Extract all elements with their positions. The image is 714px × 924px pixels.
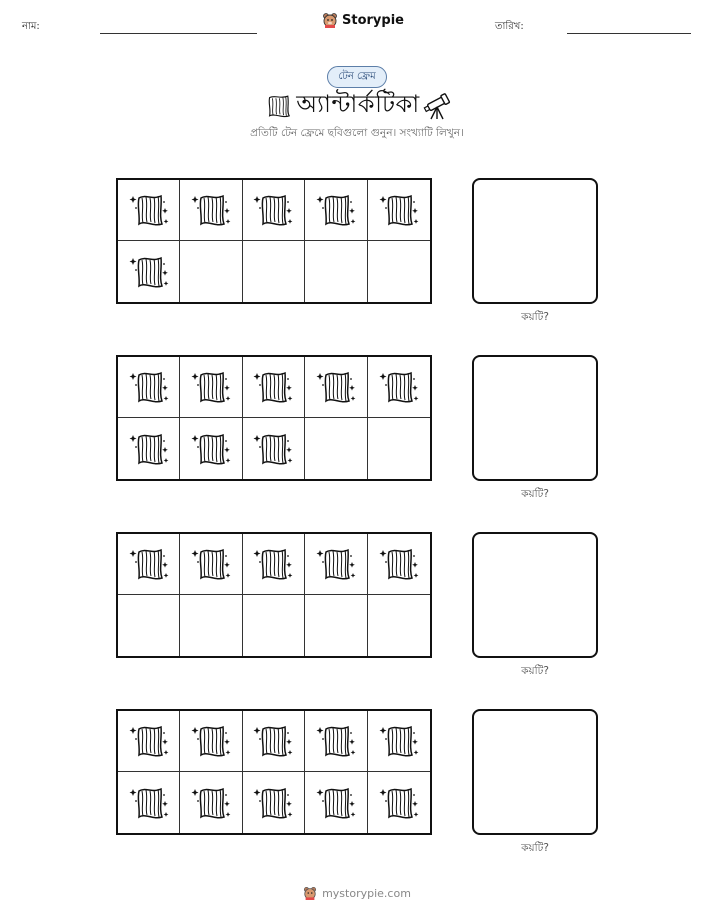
frame-cell	[180, 357, 242, 418]
count-prompt-2: কয়টি?	[521, 488, 549, 500]
aurora-icon	[189, 542, 233, 586]
aurora-icon	[314, 188, 358, 232]
frame-cell	[243, 534, 305, 595]
aurora-icon	[127, 542, 171, 586]
answer-box-3[interactable]	[472, 532, 598, 658]
frame-cell	[118, 772, 180, 833]
date-line[interactable]	[567, 33, 691, 34]
frame-cell	[368, 595, 430, 656]
title-row	[0, 86, 714, 126]
frame-cell	[180, 772, 242, 833]
frame-cell	[118, 180, 180, 241]
aurora-icon	[251, 427, 295, 471]
telescope-icon	[422, 92, 452, 120]
ten-frame-3	[116, 532, 432, 658]
aurora-icon	[251, 781, 295, 825]
frame-cell	[180, 595, 242, 656]
aurora-icon	[189, 188, 233, 232]
brand-name: Storypie	[342, 12, 404, 28]
ten-frame-1	[116, 178, 432, 304]
frame-cell	[305, 357, 367, 418]
count-prompt-1: কয়টি?	[521, 311, 549, 323]
count-prompt-3: কয়টি?	[521, 665, 549, 677]
frame-cell	[305, 180, 367, 241]
aurora-icon	[377, 542, 421, 586]
frame-cell	[180, 418, 242, 479]
frame-cell	[305, 711, 367, 772]
frame-cell	[118, 418, 180, 479]
aurora-icon	[314, 542, 358, 586]
footer-url: mystorypie.com	[322, 886, 411, 900]
aurora-icon	[189, 719, 233, 763]
aurora-icon	[251, 365, 295, 409]
aurora-icon	[377, 781, 421, 825]
page-title: অ্যান্টার্কটিকা	[296, 90, 420, 118]
aurora-icon	[314, 719, 358, 763]
footer	[0, 886, 714, 900]
frame-cell	[305, 241, 367, 302]
aurora-icon	[127, 250, 171, 294]
frame-cell	[118, 357, 180, 418]
aurora-icon	[127, 365, 171, 409]
frame-cell	[305, 534, 367, 595]
frame-cell	[180, 180, 242, 241]
frame-cell	[118, 595, 180, 656]
aurora-icon	[189, 365, 233, 409]
ten-frame-4	[116, 709, 432, 835]
bear-mascot-icon	[322, 12, 338, 28]
name-line[interactable]	[100, 33, 257, 34]
frame-cell	[180, 711, 242, 772]
frame-cell	[243, 418, 305, 479]
aurora-icon	[377, 188, 421, 232]
answer-box-2[interactable]	[472, 355, 598, 481]
ten-frame-2	[116, 355, 432, 481]
date-label: তারিখ:	[495, 21, 524, 32]
frame-cell	[243, 241, 305, 302]
frame-cell	[368, 241, 430, 302]
aurora-icon	[251, 719, 295, 763]
count-prompt-4: কয়টি?	[521, 842, 549, 854]
frame-cell	[368, 180, 430, 241]
aurora-icon	[314, 365, 358, 409]
aurora-icon	[251, 188, 295, 232]
aurora-icon	[189, 781, 233, 825]
name-label: নাম:	[22, 21, 40, 32]
frame-cell	[368, 357, 430, 418]
frame-cell	[243, 180, 305, 241]
frame-cell	[180, 534, 242, 595]
brand-logo	[322, 12, 404, 28]
frame-cell	[180, 241, 242, 302]
aurora-icon	[377, 365, 421, 409]
frame-cell	[305, 772, 367, 833]
frame-cell	[243, 357, 305, 418]
frame-cell	[243, 772, 305, 833]
frame-cell	[118, 534, 180, 595]
bear-mascot-icon	[303, 886, 317, 900]
aurora-icon	[314, 781, 358, 825]
frame-cell	[368, 772, 430, 833]
instructions: প্রতিটি টেন ফ্রেমে ছবিগুলো গুনুন। সংখ্যাটি লিখুন।	[250, 127, 464, 139]
aurora-icon	[127, 719, 171, 763]
aurora-icon	[189, 427, 233, 471]
frame-cell	[243, 595, 305, 656]
aurora-icon	[127, 427, 171, 471]
frame-cell	[305, 595, 367, 656]
frame-cell	[243, 711, 305, 772]
worksheet-tag: টেন ফ্রেম	[327, 66, 387, 88]
aurora-icon	[262, 92, 294, 120]
aurora-icon	[127, 188, 171, 232]
frame-cell	[368, 418, 430, 479]
aurora-icon	[127, 781, 171, 825]
aurora-icon	[377, 719, 421, 763]
answer-box-1[interactable]	[472, 178, 598, 304]
aurora-icon	[251, 542, 295, 586]
frame-cell	[118, 711, 180, 772]
frame-cell	[305, 418, 367, 479]
frame-cell	[368, 534, 430, 595]
frame-cell	[118, 241, 180, 302]
answer-box-4[interactable]	[472, 709, 598, 835]
frame-cell	[368, 711, 430, 772]
